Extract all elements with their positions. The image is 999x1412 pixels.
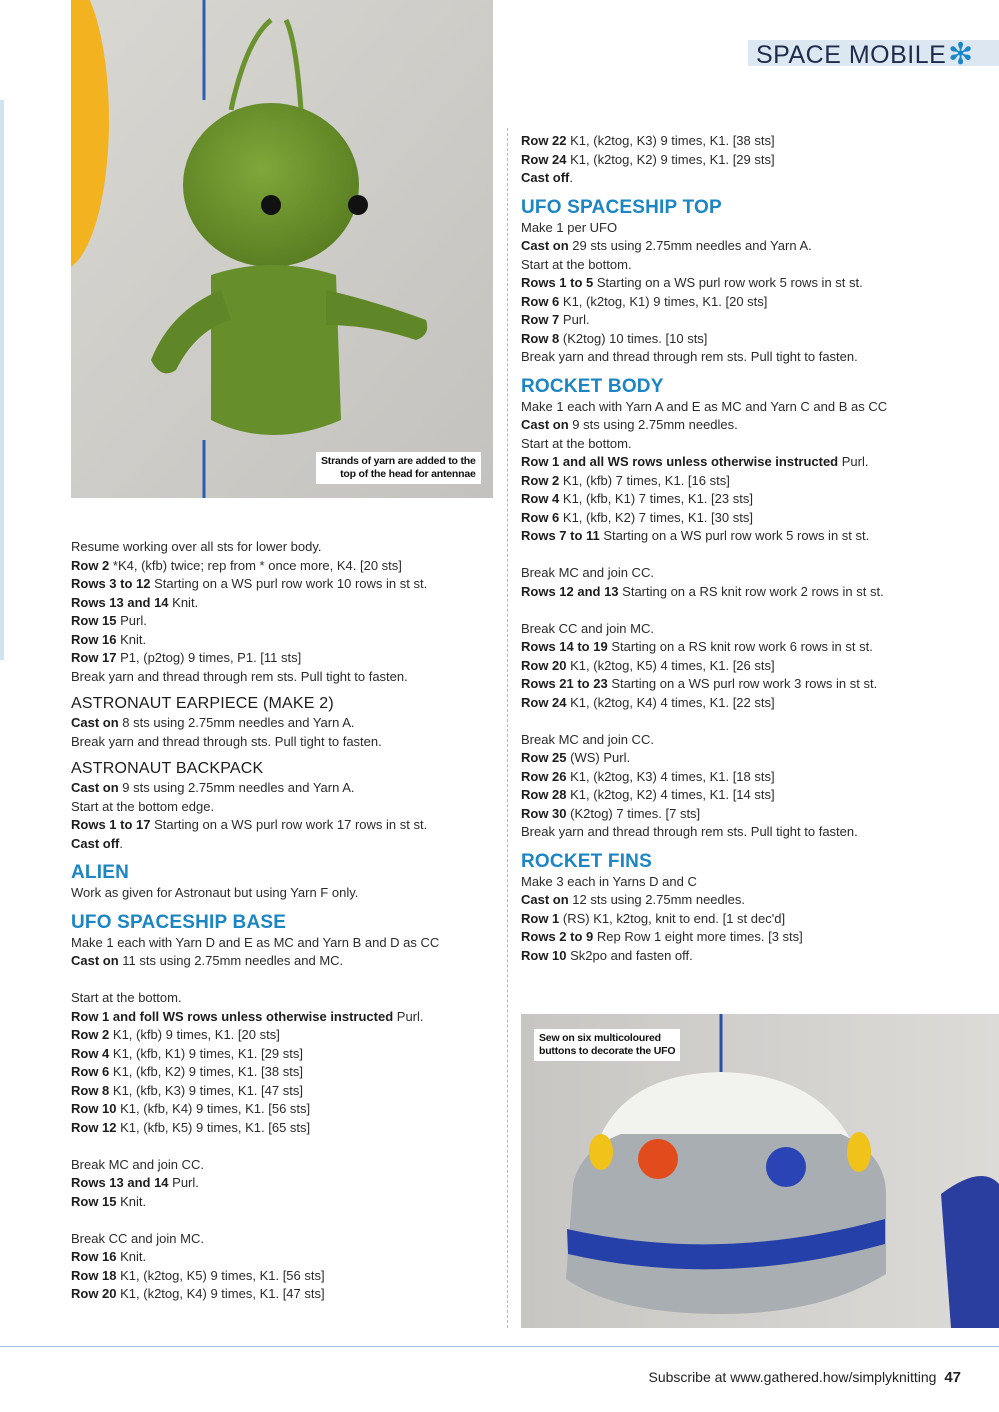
instruction-line: [521, 657, 961, 676]
instruction-line: [71, 1156, 501, 1175]
footer: [649, 1369, 962, 1386]
instruction-text: Work as given for Astronaut but using Yarn F only.: [71, 885, 359, 900]
ufo-photo: [521, 1014, 999, 1328]
instruction-line: [521, 583, 961, 602]
instruction-text: Make 1 per UFO: [521, 219, 618, 235]
instruction-line: [521, 435, 961, 454]
instruction-label: Row 15: [71, 1193, 117, 1209]
instruction-line: [71, 649, 501, 668]
instruction-text: 29 sts using 2.75mm needles and Yarn A.: [568, 238, 812, 253]
instruction-label: Row 8: [521, 330, 560, 346]
instruction-text: (K2tog) 7 times. [7 sts]: [566, 805, 701, 821]
left-column: [71, 538, 501, 1304]
instruction-text: Break yarn and thread through rem sts. Pull tight to fasten.: [71, 668, 408, 684]
instruction-line: [521, 398, 961, 417]
instruction-line: [521, 638, 961, 657]
instruction-line: [521, 311, 961, 330]
caption-line: Sew on six multicoloured: [539, 1032, 661, 1044]
instruction-line: [71, 884, 501, 903]
instruction-label: Row 24: [521, 694, 567, 710]
instruction-text: Start at the bottom edge.: [71, 798, 215, 814]
instruction-label: Rows 13 and 14: [71, 1175, 169, 1190]
instruction-text: (RS) K1, k2tog, knit to end. [1 st dec'd]: [559, 910, 786, 926]
instruction-text: (WS) Purl.: [566, 750, 631, 765]
instruction-label: Row 6: [71, 1064, 110, 1079]
instruction-line: [71, 594, 501, 613]
instruction-label: Rows 1 to 17: [71, 817, 151, 832]
instruction-line: [521, 132, 961, 151]
instruction-line: [71, 1026, 501, 1045]
paragraph-gap: [521, 601, 961, 620]
instruction-text: Purl.: [116, 613, 147, 628]
instruction-text: K1, (k2tog, K4) 9 times, K1. [47 sts]: [116, 1286, 325, 1301]
instruction-text: Make 1 each with Yarn A and E as MC and Yarn C and B as CC: [521, 398, 888, 414]
instruction-text: Break CC and join MC.: [71, 1230, 204, 1246]
instruction-label: Rows 3 to 12: [71, 576, 151, 591]
instruction-line: [521, 910, 961, 929]
instruction-text: K1, (k2tog, K2) 9 times, K1. [29 sts]: [566, 151, 775, 167]
instruction-label: Row 25: [521, 750, 567, 765]
instruction-text: Purl.: [168, 1175, 199, 1190]
paragraph-gap: [71, 971, 501, 990]
instruction-label: Cast off: [521, 170, 570, 185]
instruction-label: Row 1 and all WS rows unless otherwise instructed: [521, 454, 839, 469]
instruction-line: [521, 694, 961, 713]
instruction-line: [521, 768, 961, 787]
ufo-photo-caption: [534, 1029, 680, 1061]
instruction-line: [71, 631, 501, 650]
caption-line: buttons to decorate the UFO: [539, 1045, 676, 1057]
instruction-text: 8 sts using 2.75mm needles and Yarn A.: [118, 715, 355, 730]
instruction-line: [521, 675, 961, 694]
instruction-text: Purl.: [838, 454, 869, 469]
instruction-text: Knit.: [116, 631, 147, 647]
instruction-line: [71, 1230, 501, 1249]
instruction-line: [71, 1119, 501, 1138]
instruction-line: [521, 823, 961, 842]
paragraph-gap: [521, 712, 961, 731]
instruction-line: [71, 989, 501, 1008]
alien-photo: [71, 0, 493, 498]
instruction-line: [521, 749, 961, 768]
instruction-label: Rows 12 and 13: [521, 583, 619, 599]
instruction-label: Row 2: [71, 557, 110, 573]
instruction-text: 9 sts using 2.75mm needles.: [568, 417, 738, 432]
instruction-text: K1, (kfb, K1) 7 times, K1. [23 sts]: [559, 491, 753, 506]
instruction-line: [71, 1100, 501, 1119]
instruction-line: [71, 1174, 501, 1193]
instruction-line: [71, 1008, 501, 1027]
instruction-line: [71, 1082, 501, 1101]
instruction-text: Starting on a WS purl row work 5 rows in st st.: [593, 275, 863, 290]
instruction-text: K1, (kfb) 9 times, K1. [20 sts]: [109, 1027, 280, 1042]
instruction-label: Row 24: [521, 151, 567, 167]
instruction-line: [71, 835, 501, 854]
instruction-line: [521, 947, 961, 966]
instruction-text: Break yarn and thread through sts. Pull tight to fasten.: [71, 733, 382, 749]
instruction-text: Starting on a WS purl row work 3 rows in st st.: [607, 676, 878, 691]
section-title-tag: [748, 38, 999, 71]
instruction-label: Rows 2 to 9: [521, 929, 594, 944]
instruction-label: Row 2: [521, 472, 560, 488]
instruction-text: (K2tog) 10 times. [10 sts]: [559, 330, 708, 346]
instruction-text: K1, (k2tog, K4) 4 times, K1. [22 sts]: [566, 694, 775, 710]
instruction-label: Row 20: [521, 657, 567, 673]
instruction-line: [521, 786, 961, 805]
instruction-text: Knit.: [116, 1249, 147, 1264]
instruction-text: Purl.: [559, 312, 590, 327]
instruction-line: [71, 1267, 501, 1286]
instruction-line: [521, 509, 961, 528]
instruction-text: Rep Row 1 eight more times. [3 sts]: [593, 929, 803, 944]
instruction-label: Rows 1 to 5: [521, 275, 594, 290]
instruction-line: [521, 293, 961, 312]
instruction-label: Row 10: [71, 1101, 117, 1116]
instruction-label: Row 26: [521, 768, 567, 784]
instruction-label: Row 16: [71, 1249, 117, 1264]
instruction-line: [71, 1248, 501, 1267]
page-edge-accent: [0, 100, 4, 660]
subsection-heading: ASTRONAUT BACKPACK: [71, 760, 264, 777]
caption-line: top of the head for antennae: [340, 468, 476, 480]
page-number: 47: [944, 1369, 961, 1386]
instruction-label: Cast off: [71, 835, 120, 851]
instruction-line: [521, 256, 961, 275]
instruction-text: K1, (kfb, K2) 9 times, K1. [38 sts]: [109, 1064, 303, 1079]
instruction-line: [521, 348, 961, 367]
instruction-text: .: [119, 835, 124, 851]
instruction-line: [71, 612, 501, 631]
instruction-label: Row 30: [521, 805, 567, 821]
instruction-line: [71, 1063, 501, 1082]
instruction-text: Make 3 each in Yarns D and C: [521, 873, 697, 889]
section-heading: ROCKET BODY: [521, 375, 664, 397]
instruction-text: Starting on a WS purl row work 5 rows in st st.: [599, 528, 870, 543]
subsection-heading: ASTRONAUT EARPIECE (MAKE 2): [71, 695, 334, 712]
section-heading: UFO SPACESHIP TOP: [521, 196, 722, 218]
ufo-illustration: [521, 1014, 999, 1328]
instruction-text: Starting on a RS knit row work 2 rows in st st.: [618, 583, 884, 599]
instruction-line: [521, 237, 961, 256]
instruction-label: Row 1 and foll WS rows unless otherwise instructed: [71, 1008, 394, 1024]
instruction-text: Break yarn and thread through rem sts. Pull tight to fasten.: [521, 824, 858, 839]
instruction-text: Starting on a WS purl row work 17 rows in st st.: [150, 817, 428, 832]
instruction-label: Row 16: [71, 631, 117, 647]
instruction-text: Starting on a WS purl row work 10 rows in st st.: [150, 576, 428, 591]
caption-line: Strands of yarn are added to the: [321, 455, 476, 467]
instruction-label: Cast on: [521, 238, 569, 253]
instruction-text: *K4, (kfb) twice; rep from * once more, K4. [20 sts]: [109, 557, 402, 573]
instruction-text: K1, (k2tog, K5) 9 times, K1. [56 sts]: [116, 1267, 325, 1283]
instruction-text: Break MC and join CC.: [71, 1156, 204, 1172]
instruction-text: Start at the bottom.: [521, 435, 632, 451]
instruction-label: Row 28: [521, 787, 567, 802]
instruction-line: [71, 668, 501, 687]
instruction-line: [71, 575, 501, 594]
instruction-label: Row 22: [521, 133, 567, 148]
instruction-text: K1, (k2tog, K1) 9 times, K1. [20 sts]: [559, 293, 768, 309]
instruction-label: Row 8: [71, 1082, 110, 1098]
instruction-text: K1, (k2tog, K3) 4 times, K1. [18 sts]: [566, 768, 775, 784]
instruction-line: [521, 527, 961, 546]
section-heading: UFO SPACESHIP BASE: [71, 911, 287, 933]
subscribe-text: Subscribe at www.gathered.how/simplyknitting: [648, 1369, 937, 1385]
instruction-text: K1, (kfb, K4) 9 times, K1. [56 sts]: [116, 1101, 311, 1116]
instruction-label: Row 10: [521, 947, 567, 963]
instruction-text: Break MC and join CC.: [521, 731, 654, 747]
alien-photo-caption: [316, 452, 481, 484]
instruction-label: Row 6: [521, 293, 560, 309]
instruction-line: [521, 472, 961, 491]
instruction-text: K1, (kfb) 7 times, K1. [16 sts]: [559, 472, 730, 488]
instruction-line: [71, 816, 501, 835]
paragraph-gap: [71, 1137, 501, 1156]
instruction-line: [521, 453, 961, 472]
instruction-text: Purl.: [393, 1008, 424, 1024]
instruction-line: [71, 733, 501, 752]
instruction-line: [71, 1285, 501, 1304]
instruction-label: Row 1: [521, 910, 560, 926]
instruction-label: Row 6: [521, 509, 560, 525]
paragraph-gap: [71, 1211, 501, 1230]
instruction-text: 11 sts using 2.75mm needles and MC.: [118, 953, 344, 968]
section-heading: ROCKET FINS: [521, 850, 652, 872]
instruction-label: Rows 21 to 23: [521, 676, 608, 691]
section-title: SPACE MOBILE: [756, 41, 947, 69]
instruction-text: 9 sts using 2.75mm needles and Yarn A.: [118, 780, 355, 795]
instruction-line: [521, 416, 961, 435]
instruction-line: [71, 779, 501, 798]
instruction-label: Row 4: [521, 491, 560, 506]
instruction-text: Break yarn and thread through rem sts. Pull tight to fasten.: [521, 349, 858, 364]
instruction-text: Make 1 each with Yarn D and E as MC and Yarn B and D as CC: [71, 934, 440, 950]
instruction-text: 12 sts using 2.75mm needles.: [568, 892, 745, 907]
instruction-text: K1, (k2tog, K5) 4 times, K1. [26 sts]: [566, 657, 775, 673]
right-column: [521, 132, 961, 965]
instruction-text: Starting on a RS knit row work 6 rows in st st.: [607, 639, 873, 654]
instruction-text: K1, (k2tog, K3) 9 times, K1. [38 sts]: [566, 133, 775, 148]
instruction-text: K1, (kfb, K5) 9 times, K1. [65 sts]: [116, 1119, 311, 1135]
instruction-text: K1, (kfb, K1) 9 times, K1. [29 sts]: [109, 1045, 303, 1061]
instruction-line: [521, 151, 961, 170]
instruction-line: [521, 928, 961, 947]
instruction-label: Row 4: [71, 1045, 110, 1061]
instruction-label: Row 18: [71, 1267, 117, 1283]
instruction-line: [521, 169, 961, 188]
instruction-label: Row 20: [71, 1286, 117, 1301]
instruction-line: [521, 620, 961, 639]
instruction-line: [71, 934, 501, 953]
instruction-label: Rows 13 and 14: [71, 594, 169, 610]
instruction-line: [521, 564, 961, 583]
instruction-text: Break CC and join MC.: [521, 620, 654, 636]
instruction-label: Cast on: [521, 417, 569, 432]
instruction-label: Row 15: [71, 613, 117, 628]
instruction-line: [71, 714, 501, 733]
instruction-line: [521, 805, 961, 824]
instruction-text: Knit.: [116, 1193, 147, 1209]
instruction-text: Knit.: [168, 594, 199, 610]
instruction-text: Resume working over all sts for lower body.: [71, 539, 322, 554]
instruction-line: [521, 490, 961, 509]
section-heading: ALIEN: [71, 862, 129, 883]
instruction-label: Cast on: [71, 780, 119, 795]
instruction-line: [521, 274, 961, 293]
instruction-label: Row 17: [71, 650, 117, 665]
instruction-text: P1, (p2tog) 9 times, P1. [11 sts]: [116, 650, 302, 665]
instruction-line: [521, 731, 961, 750]
instruction-text: K1, (kfb, K2) 7 times, K1. [30 sts]: [559, 509, 753, 525]
paragraph-gap: [521, 546, 961, 565]
instruction-text: Sk2po and fasten off.: [566, 947, 693, 963]
instruction-text: K1, (k2tog, K2) 4 times, K1. [14 sts]: [566, 787, 775, 802]
instruction-label: Cast on: [71, 715, 119, 730]
instruction-label: Cast on: [71, 953, 119, 968]
instruction-label: Row 7: [521, 312, 560, 327]
instruction-text: K1, (kfb, K3) 9 times, K1. [47 sts]: [109, 1082, 303, 1098]
instruction-line: [521, 330, 961, 349]
instruction-text: Start at the bottom.: [71, 990, 182, 1005]
instruction-text: .: [569, 170, 574, 185]
alien-illustration: [71, 0, 493, 498]
instruction-label: Rows 7 to 11: [521, 528, 600, 543]
instruction-line: [71, 1193, 501, 1212]
instruction-line: [71, 952, 501, 971]
instruction-line: [71, 557, 501, 576]
instruction-line: [71, 1045, 501, 1064]
instruction-line: [521, 891, 961, 910]
instruction-text: Start at the bottom.: [521, 256, 632, 272]
footer-rule: [0, 1346, 999, 1347]
column-divider: [507, 128, 508, 1328]
instruction-line: [521, 219, 961, 238]
instruction-label: Row 2: [71, 1027, 110, 1042]
instruction-line: [521, 873, 961, 892]
instruction-line: [71, 798, 501, 817]
instruction-label: Cast on: [521, 892, 569, 907]
instruction-label: Row 12: [71, 1119, 117, 1135]
instruction-label: Rows 14 to 19: [521, 639, 608, 654]
asterisk-icon: ✻: [948, 38, 974, 71]
instruction-line: [71, 538, 501, 557]
instruction-text: Break MC and join CC.: [521, 565, 654, 580]
